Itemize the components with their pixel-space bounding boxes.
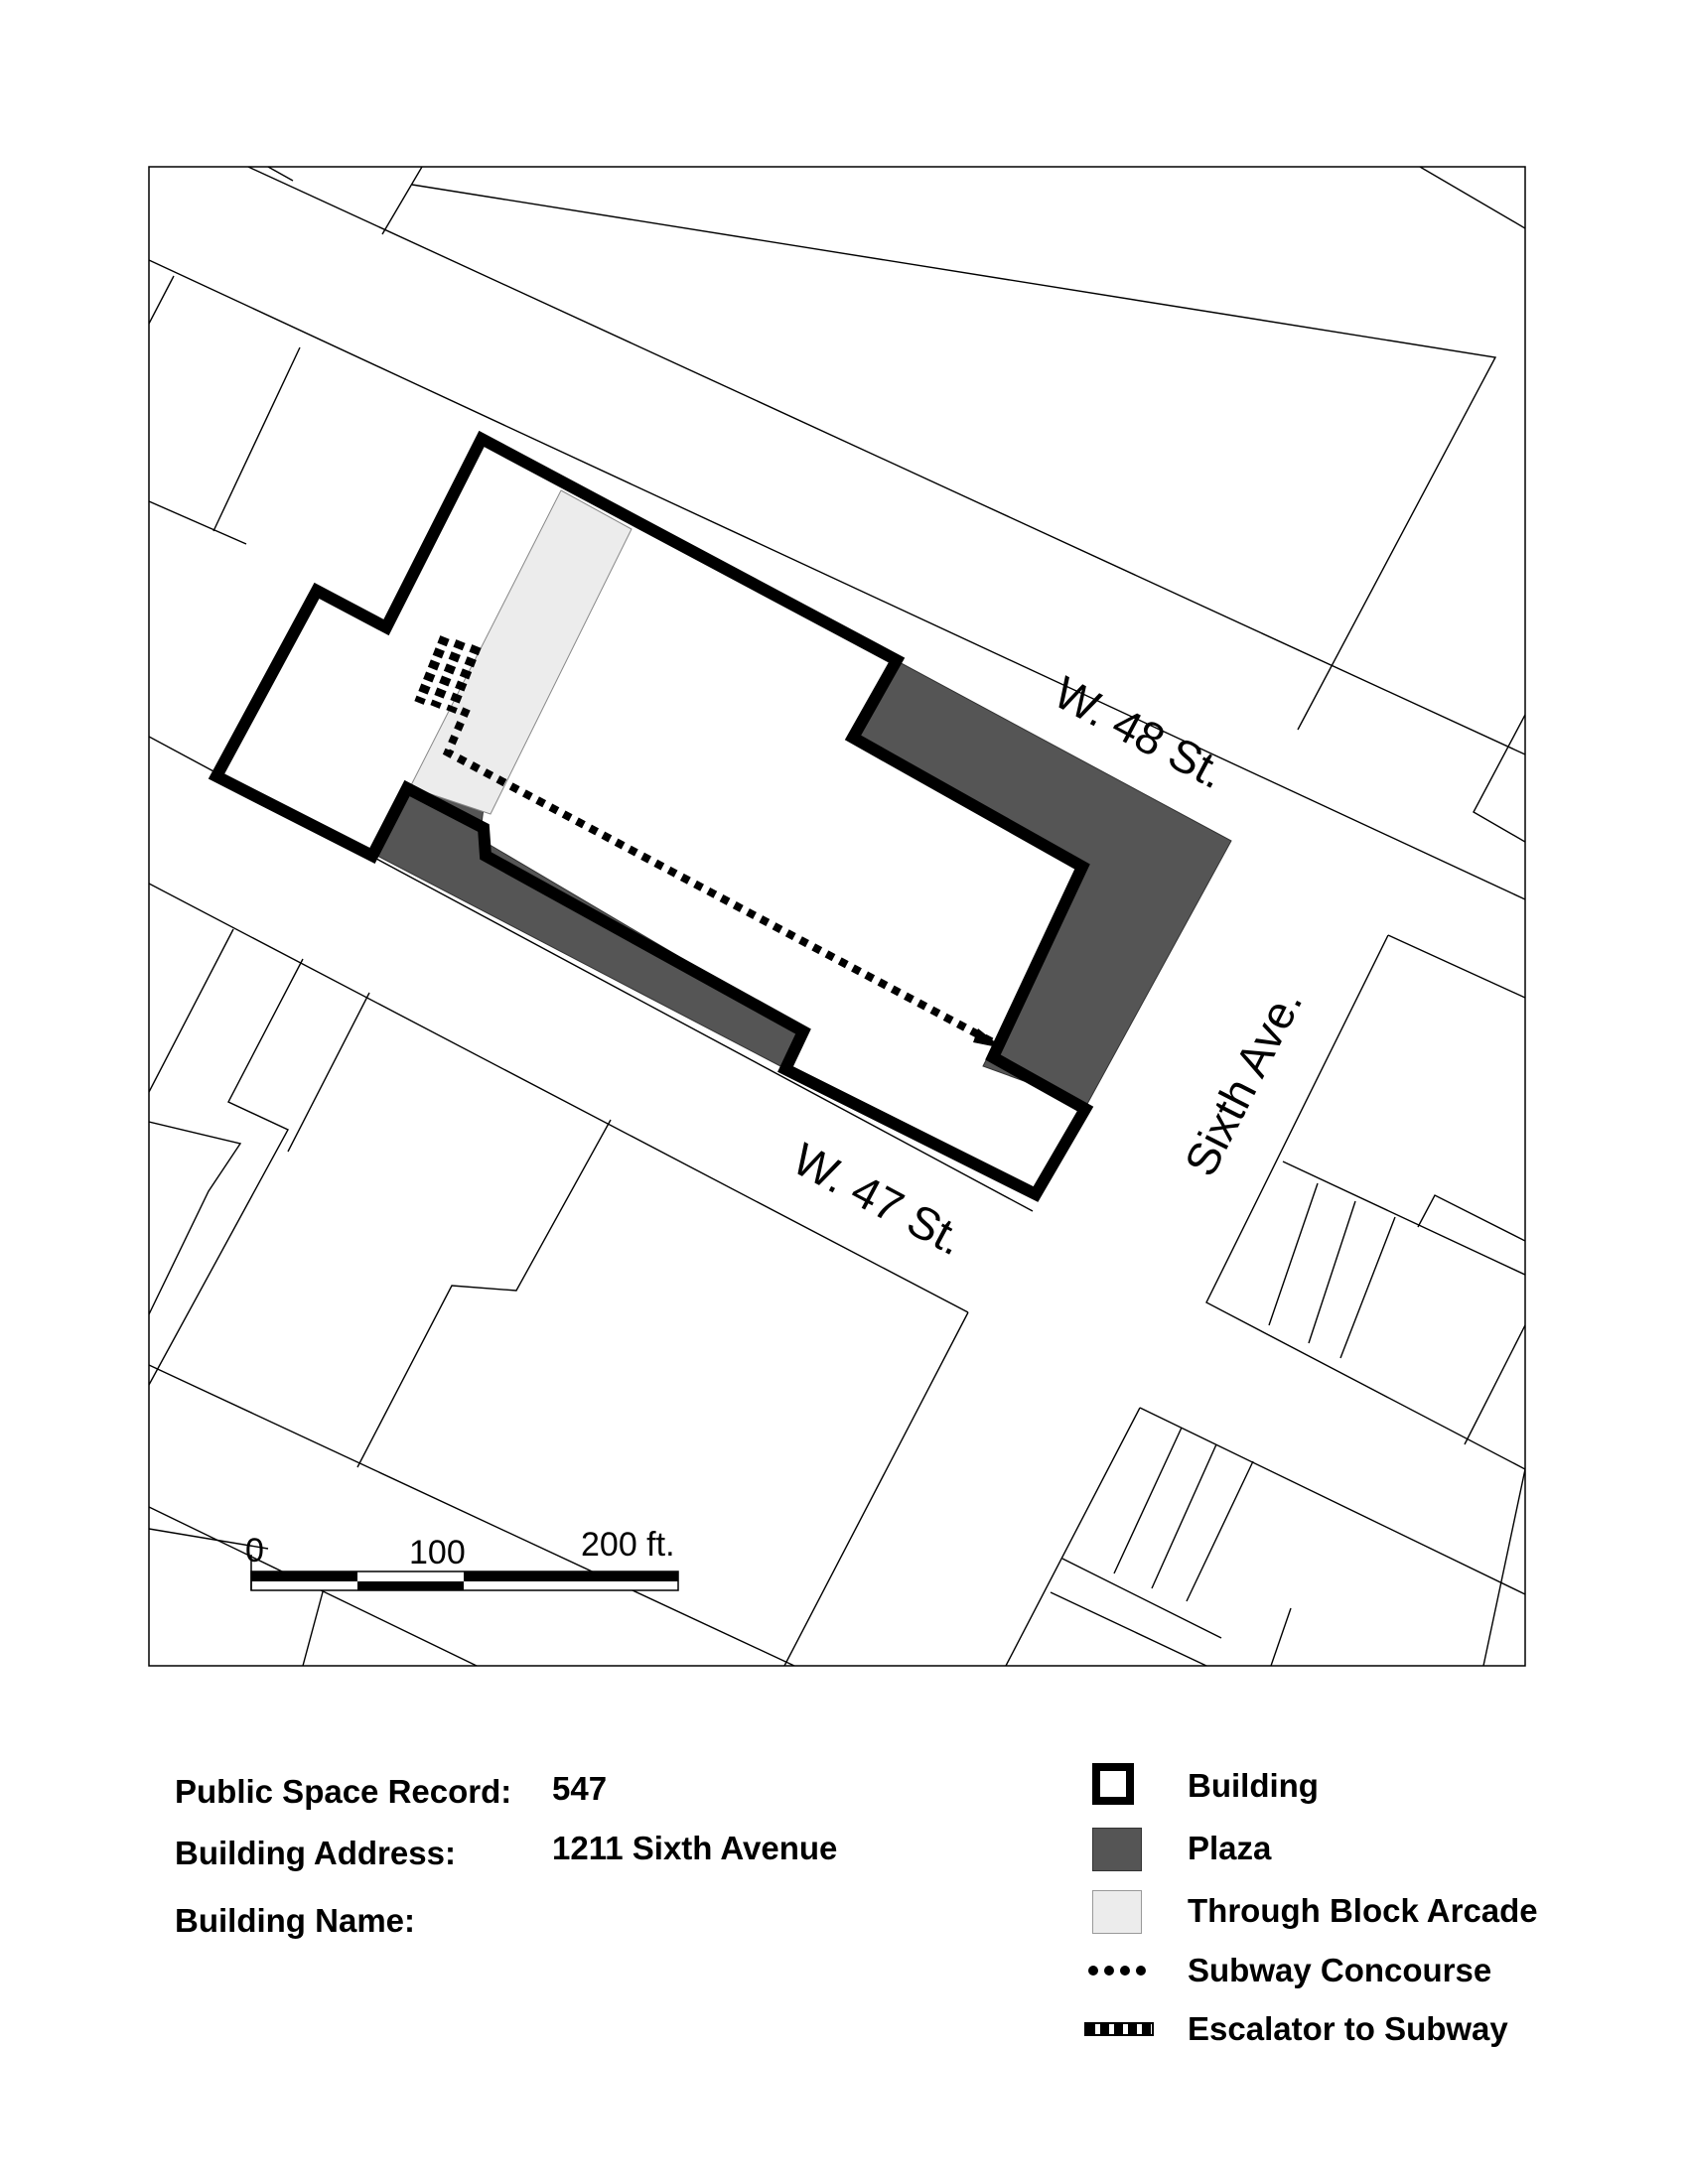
building-outline bbox=[216, 439, 1085, 1194]
scale-label-200: 200 ft. bbox=[581, 1526, 675, 1564]
legend-item-plaza bbox=[1080, 1822, 1636, 1877]
record-value: 547 bbox=[552, 1770, 608, 1807]
escalator-swatch-icon bbox=[1080, 2002, 1146, 2058]
record-label: Public Space Record: bbox=[175, 1773, 512, 1810]
legend-item-subway-concourse bbox=[1080, 1944, 1636, 1999]
scale-label-100: 100 bbox=[409, 1534, 466, 1571]
plaza-swatch-icon bbox=[1080, 1822, 1146, 1877]
legend-item-building bbox=[1080, 1759, 1636, 1815]
lot-lines bbox=[149, 167, 1527, 1666]
map-frame bbox=[149, 167, 1525, 1666]
legend-label-plaza: Plaza bbox=[1188, 1830, 1272, 1866]
street-label-w48: W. 48 St. bbox=[1046, 665, 1234, 799]
address-label: Building Address: bbox=[175, 1835, 456, 1871]
name-label: Building Name: bbox=[175, 1902, 416, 1939]
arcade-swatch-icon bbox=[1080, 1884, 1146, 1940]
street-label-w47: W. 47 St. bbox=[784, 1132, 973, 1266]
subway-concourse-swatch-icon bbox=[1080, 1944, 1146, 1999]
address-value: 1211 Sixth Avenue bbox=[552, 1830, 838, 1866]
building-swatch-icon bbox=[1080, 1759, 1146, 1815]
scale-label-0: 0 bbox=[245, 1532, 264, 1570]
street-label-sixth-ave: Sixth Ave. bbox=[1174, 980, 1313, 1184]
legend-label-subway-concourse: Subway Concourse bbox=[1188, 1952, 1492, 1988]
legend-item-escalator bbox=[1080, 2002, 1636, 2058]
legend-label-arcade: Through Block Arcade bbox=[1188, 1892, 1538, 1929]
legend-label-building: Building bbox=[1188, 1767, 1319, 1804]
legend-label-escalator: Escalator to Subway bbox=[1188, 2010, 1508, 2047]
legend-item-arcade bbox=[1080, 1884, 1636, 1940]
